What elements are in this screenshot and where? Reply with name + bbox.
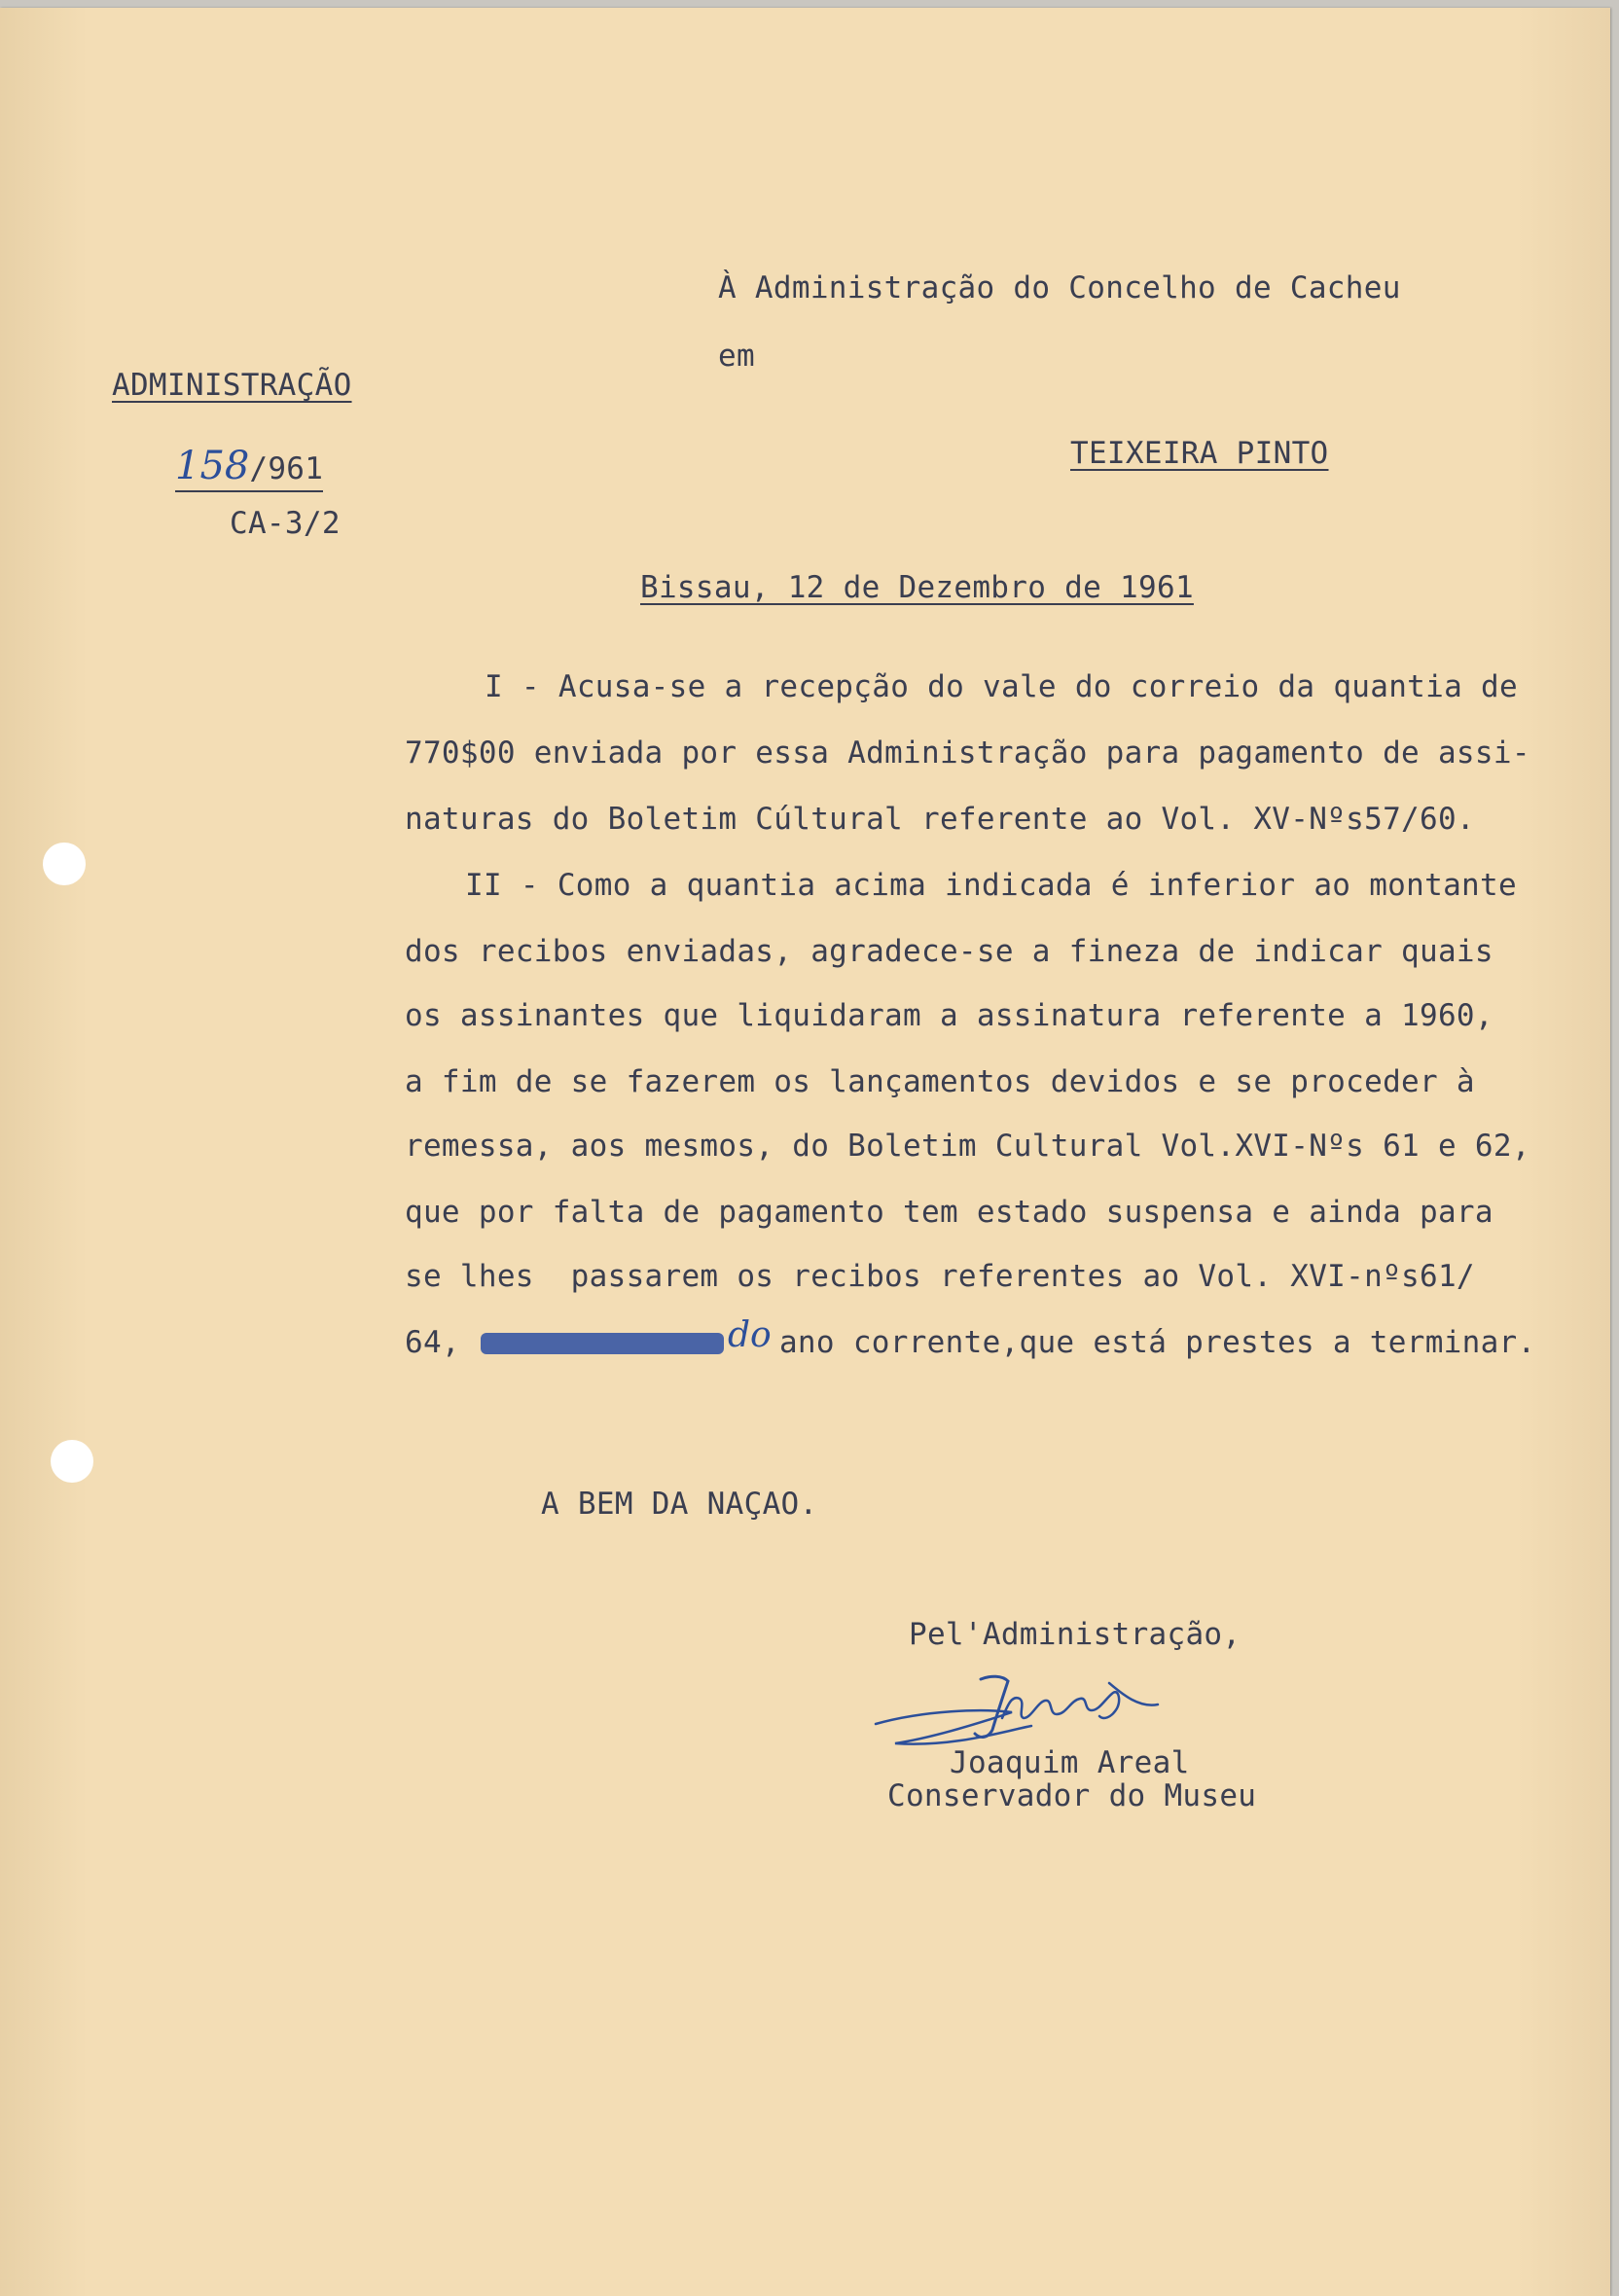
punch-hole-top [43,843,86,885]
reference-code: CA-3/2 [230,506,341,541]
paragraph-1-line-1: I - Acusa-se a recepção do vale do correio da quantia de [485,669,1518,704]
paragraph-2-line-3: os assinantes que liquidaram a assinatura referente a 1960, [405,998,1493,1033]
paragraph-2-line-7: se lhes passarem os recibos referentes ao Vol. XVI-nºs61/ [405,1259,1475,1294]
addressee-place: TEIXEIRA PINTO [1070,436,1329,471]
signatory-title: Conservador do Museu [887,1778,1257,1813]
reference-department: ADMINISTRAÇÃO [112,368,352,403]
paragraph-2-line-1: II - Como a quantia acima indicada é inferior ao montante [465,868,1517,903]
struck-out-word [481,1333,724,1354]
paragraph-2-line-2: dos recibos enviadas, agradece-se a fineza de indicar quais [405,934,1493,969]
addressee-line-2: em [718,339,755,374]
handwritten-signature [866,1654,1177,1759]
signatory-name: Joaquim Areal [950,1745,1190,1780]
paragraph-2-line-6: que por falta de pagamento tem estado suspensa e ainda para [405,1195,1493,1230]
paragraph-1-line-2: 770$00 enviada por essa Administração para pagamento de assi- [405,735,1530,771]
punch-hole-bottom [51,1440,93,1483]
reference-number-handwritten: 158 [175,444,250,488]
paragraph-2-last-line-end: ano corrente,que está prestes a terminar. [761,1325,1536,1360]
closing-salutation: A BEM DA NAÇAO. [541,1487,818,1522]
date-line: Bissau, 12 de Dezembro de 1961 [640,570,1194,605]
paragraph-2-line-4: a fim de se fazerem os lançamentos devidos e se proceder à [405,1064,1475,1099]
handwritten-correction: do [728,1315,772,1355]
signature-label: Pel'Administração, [909,1617,1241,1652]
paragraph-2-last-line-start: 64, [405,1325,479,1360]
reference-number-year: /961 [249,451,324,486]
letter-sheet [0,8,1610,2296]
paragraph-1-line-3: naturas do Boletim Cúltural referente ao Vol. XV-Nºs57/60. [405,802,1475,837]
addressee-line-1: À Administração do Concelho de Cacheu [718,270,1401,305]
paragraph-2-line-5: remessa, aos mesmos, do Boletim Cultural Vol.XVI-Nºs 61 e 62, [405,1129,1530,1164]
reference-number [175,444,323,492]
